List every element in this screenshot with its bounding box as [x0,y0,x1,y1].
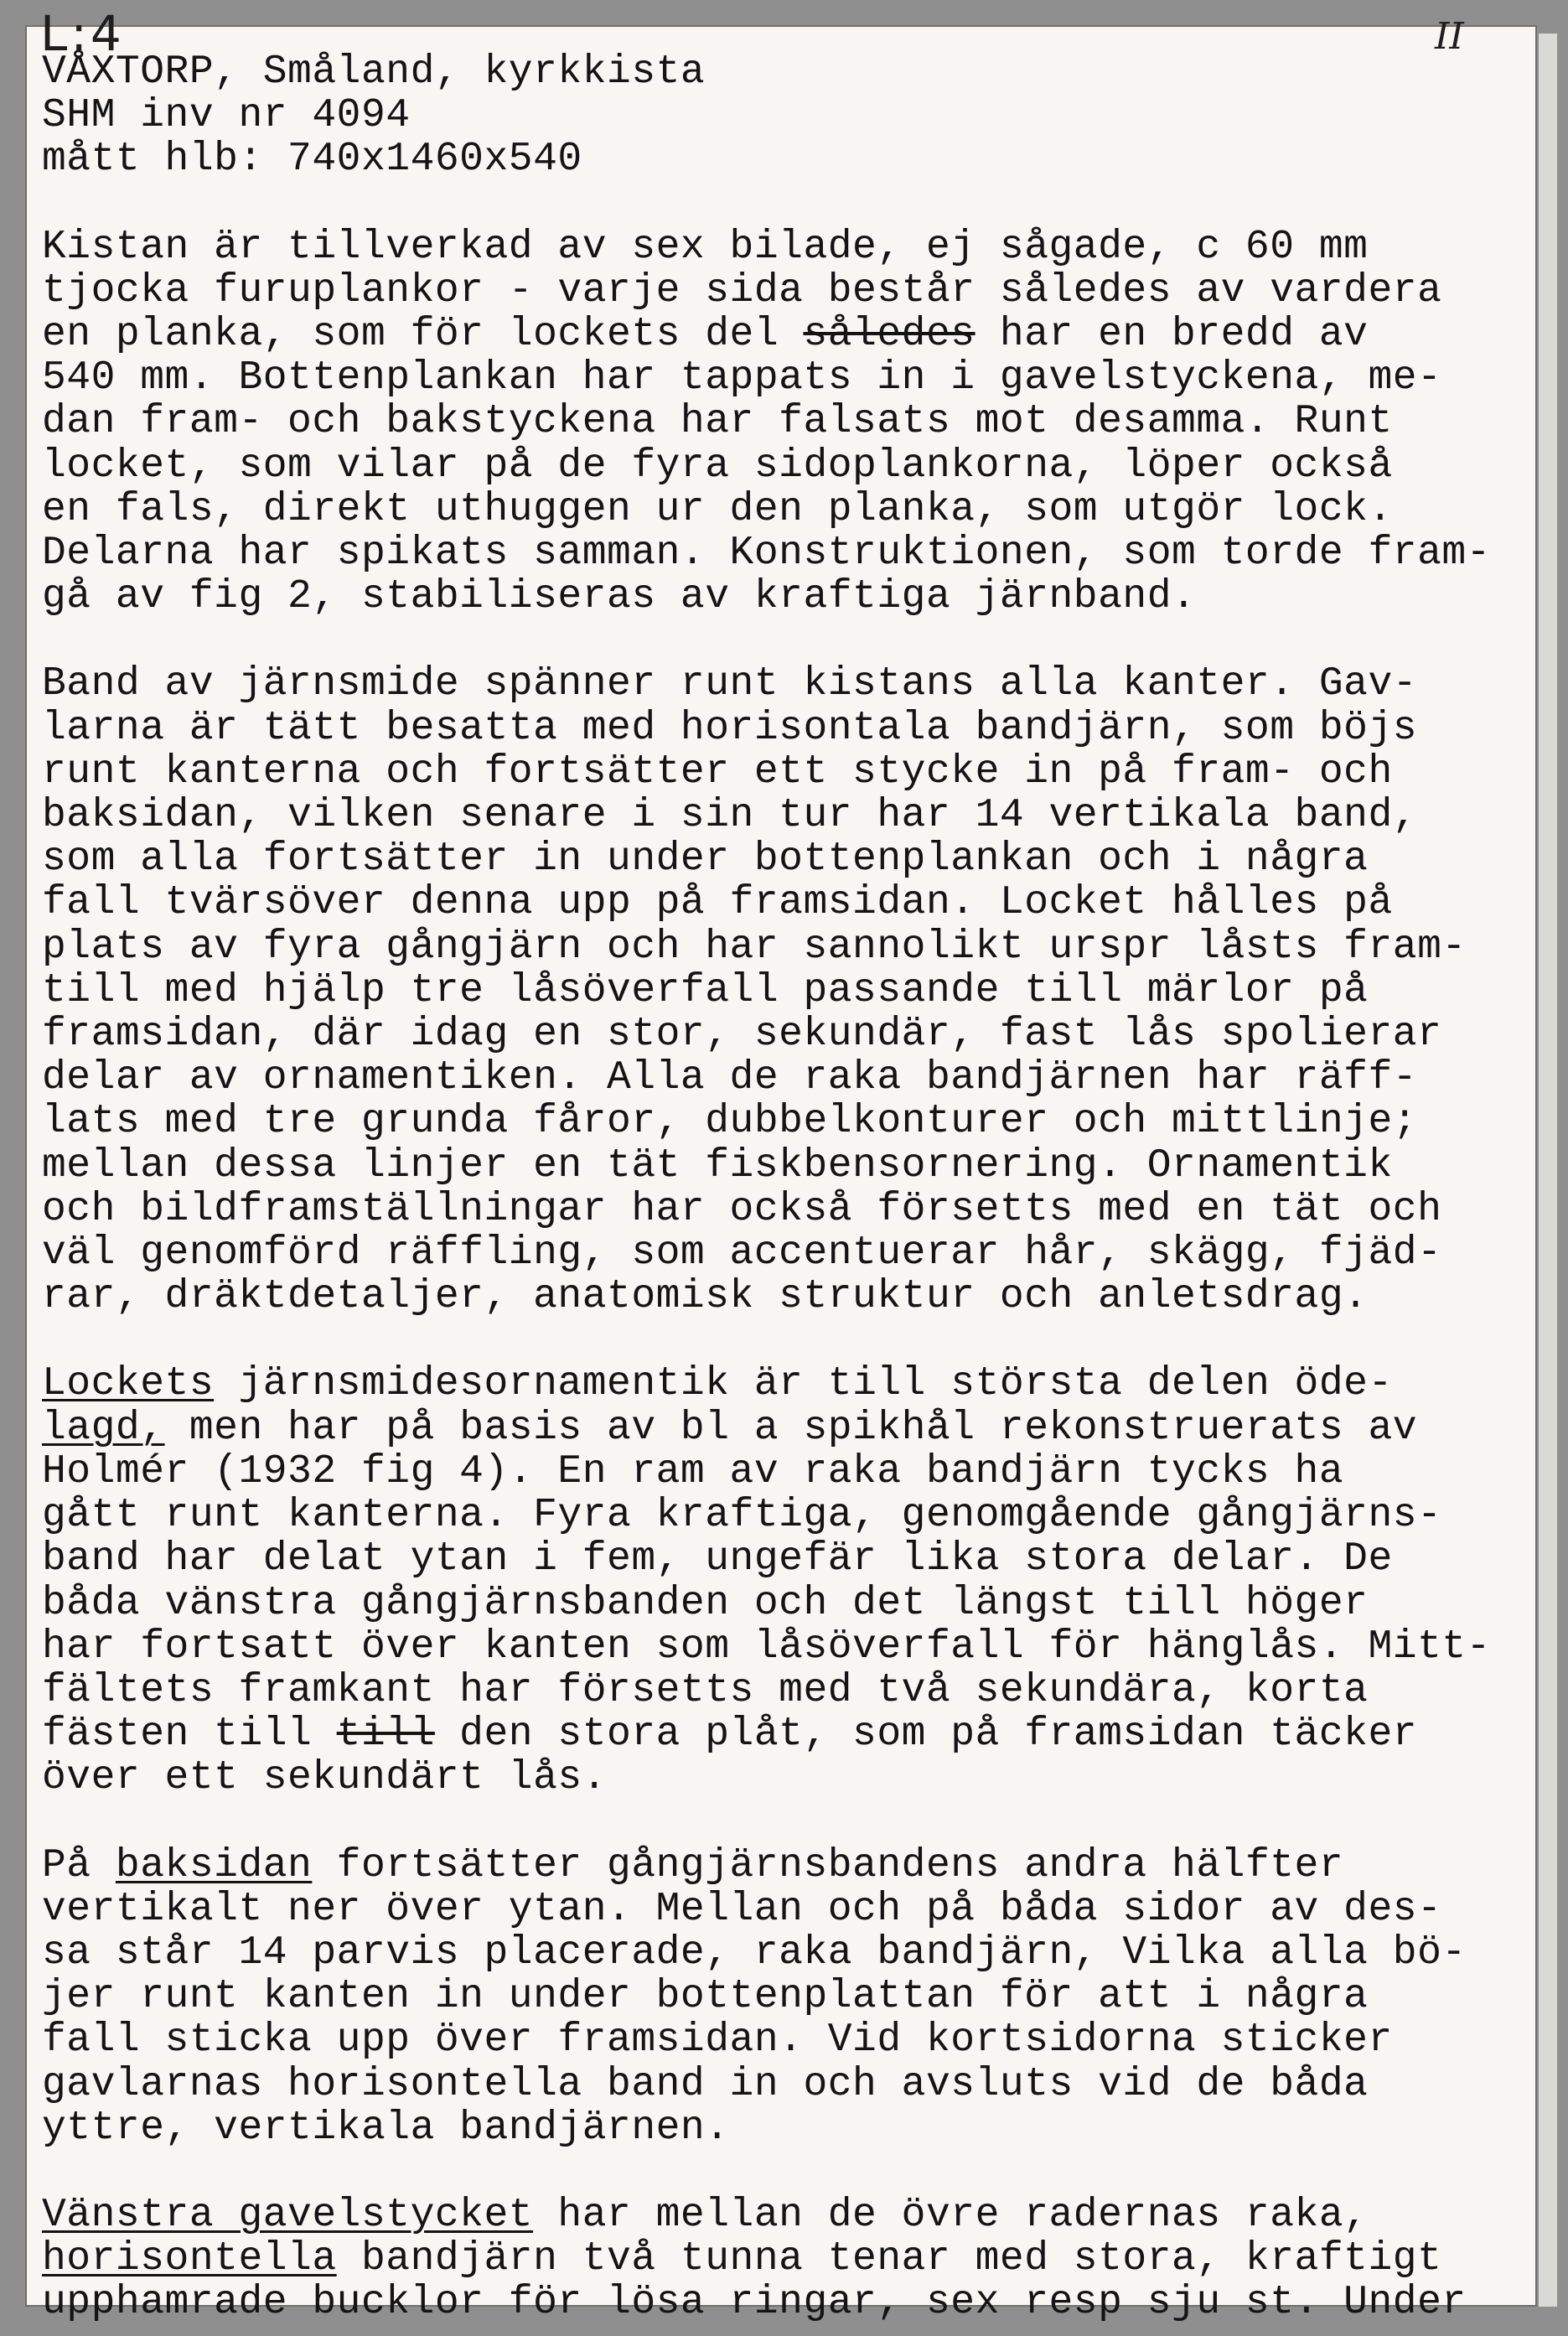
text-span: en planka, som för lockets del [42,312,804,358]
text-line: dan fram- och bakstyckena har falsats mot desamma. Runt [42,399,1393,445]
text-line [42,2237,1551,2281]
text-line [42,1362,1551,1406]
underlined-word: lagd, [42,1405,165,1451]
struck-word: således [803,312,975,358]
text-line: gavlarnas horisontella band in och avsluts vid de båda [42,2061,1369,2107]
underlined-word: Lockets [42,1361,215,1407]
text-line: väl genomförd räffling, som accentuerar hår, skägg, fjäd- [42,1230,1442,1277]
text-line: fall tvärsöver denna upp på framsidan. Locket hålles på [42,880,1393,926]
underlined-word: baksidan [115,1842,313,1888]
text-span: men har på basis av bl a spikhål rekonstruerats av [164,1405,1418,1451]
text-line [42,2194,1551,2237]
text-line: jer runt kanten in under bottenplattan för att i några [42,1974,1369,2020]
text-line: upphamrade bucklor för lösa ringar, sex resp sju st. Under [42,2280,1467,2326]
text-line: gått runt kanterna. Fyra kraftiga, genomgående gångjärns- [42,1493,1442,1539]
text-line: har fortsatt över kanten som låsöverfall för hänglås. Mitt- [42,1624,1491,1670]
text-line: baksidan, vilken senare i sin tur har 14 vertikala band, [42,793,1418,839]
text-line: vertikalt ner över ytan. Mellan och på båda sidor av des- [42,1886,1442,1932]
underlined-word: Vänstra gavelstycket [42,2192,534,2238]
text-line: och bildframställningar har också försetts med en tät och [42,1186,1442,1232]
paragraph-gap [42,619,1551,662]
text-span: fortsätter gångjärnsbandens andra hälfter [312,1842,1344,1888]
paragraph-gap [42,2150,1551,2194]
text-line: gå av fig 2, stabiliseras av kraftiga järnband. [42,574,1197,620]
text-line: Kistan är tillverkad av sex bilade, ej sågade, c 60 mm [42,224,1369,270]
header-block [42,50,1551,182]
text-span: fästen till [42,1712,337,1758]
paragraph-gap [42,182,1551,225]
text-line: till med hjälp tre låsöverfall passande till märlor på [42,967,1369,1013]
text-line: en fals, direkt uthuggen ur den planka, som utgör lock. [42,486,1393,532]
text-line: mellan dessa linjer en tät fiskbensornering. Ornamentik [42,1142,1393,1189]
text-line: över ett sekundärt lås. [42,1755,608,1801]
paragraph-ironwork [42,662,1551,1318]
text-line: yttre, vertikala bandjärnen. [42,2105,730,2151]
text-line: larna är tätt besatta med horisontala bandjärn, som böjs [42,705,1418,751]
header-title: VÅXTORP, Småland, kyrkkista [42,49,706,95]
handwritten-page-number: II [1435,15,1464,58]
text-line: Band av järnsmide spänner runt kistans alla kanter. Gav- [42,661,1418,707]
text-line: båda vänstra gångjärnsbanden och det längst till höger [42,1580,1369,1626]
text-line: runt kanterna och fortsätter ett stycke in på fram- och [42,748,1393,795]
text-line: fältets framkant har försetts med två sekundära, korta [42,1667,1369,1713]
text-line: fall sticka upp över framsidan. Vid kortsidorna sticker [42,2017,1393,2064]
text-line: tjocka furuplankor - varje sida består således av vardera [42,267,1442,313]
text-line [42,313,1551,356]
text-line [42,1844,1551,1888]
text-line: Delarna har spikats samman. Konstruktionen, som torde fram- [42,531,1491,577]
text-line: rar, dräktdetaljer, anatomisk struktur och anletsdrag. [42,1274,1369,1320]
paragraph-back-side [42,1844,1551,2150]
header-inventory-number: SHM inv nr 4094 [42,93,411,139]
text-span: har en bredd av [975,312,1369,358]
text-line: Holmér (1932 fig 4). En ram av raka bandjärn tycks ha [42,1448,1344,1494]
text-span: bandjärn två tunna tenar med stora, kraftigt [336,2236,1442,2282]
handwritten-card-id: L:4 [40,5,125,62]
underlined-word: horisontella [42,2236,337,2282]
paragraph-lid [42,1362,1551,1800]
header-measurements: mått hlb: 740x1460x540 [42,137,582,183]
struck-word: till [336,1712,435,1758]
text-span: järnsmidesornamentik är till största delen öde- [214,1361,1393,1407]
text-line [42,1406,1551,1450]
text-line: plats av fyra gångjärn och har sannolikt urspr låsts fram- [42,924,1467,970]
paragraph-gap [42,1318,1551,1362]
text-line: sa står 14 parvis placerade, raka bandjärn, Vilka alla bö- [42,1929,1467,1976]
text-span: har mellan de övre radernas raka, [533,2192,1369,2238]
text-line: delar av ornamentiken. Alla de raka bandjärnen har räff- [42,1055,1418,1101]
paragraph-left-gable [42,2194,1551,2325]
text-span: den stora plåt, som på framsidan täcker [434,1712,1418,1758]
text-line: band har delat ytan i fem, ungefär lika stora delar. De [42,1536,1393,1582]
text-line: 540 mm. Bottenplankan har tappats in i gavelstyckena, me- [42,355,1442,401]
text-line [42,1712,1551,1756]
text-span: På [42,1842,116,1888]
typed-text-body [42,50,1551,2325]
paragraph-construction [42,225,1551,619]
text-line: locket, som vilar på de fyra sidoplankorna, löper också [42,443,1393,489]
text-line: som alla fortsätter in under bottenplankan och i några [42,837,1369,883]
text-line: lats med tre grunda fåror, dubbelkonturer och mittlinje; [42,1099,1418,1145]
paragraph-gap [42,1800,1551,1844]
text-line: framsidan, där idag en stor, sekundär, fast lås spolierar [42,1012,1442,1058]
